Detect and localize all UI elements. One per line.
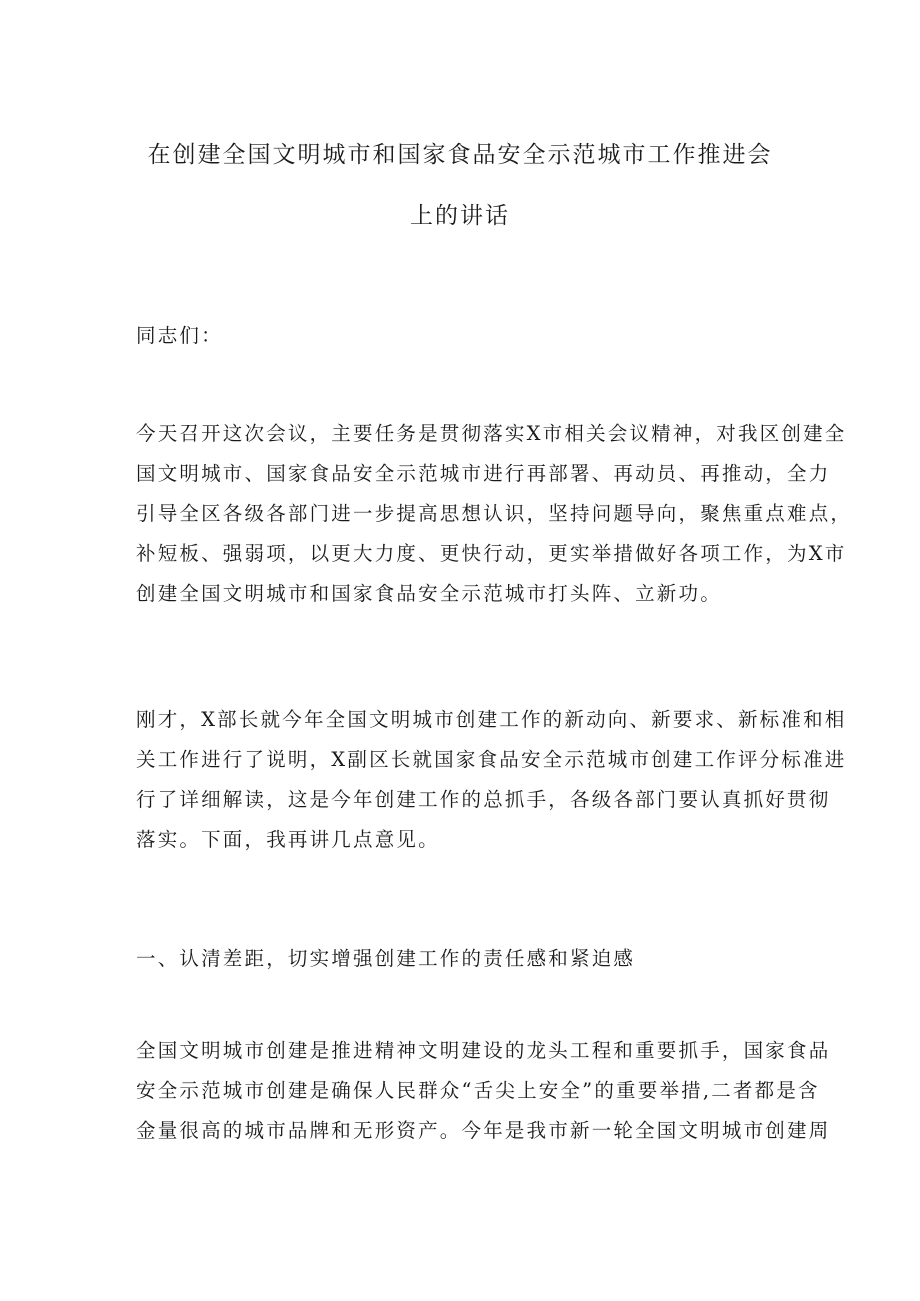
- paragraph-1-line: 引导全区各级各部门进一步提高思想认识，坚持问题导向，聚焦重点难点，: [136, 502, 853, 525]
- paragraph-2-line: 行了详细解读，这是今年创建工作的总抓手，各级各部门要认真抓好贯彻: [136, 788, 831, 811]
- paragraph-3-line: 安全示范城市创建是确保人民群众“舌尖上安全”的重要举措,二者都是含: [136, 1079, 820, 1102]
- section-heading-1: 一、认清差距，切实增强创建工作的责任感和紧迫感: [136, 947, 636, 970]
- paragraph-2-line: 落实。下面，我再讲几点意见。: [136, 828, 440, 851]
- paragraph-2: [136, 700, 847, 860]
- document-title-line-1: 在创建全国文明城市和国家食品安全示范城市工作推进会: [147, 142, 773, 168]
- document-title-line-2: 上的讲话: [410, 203, 510, 229]
- paragraph-2-line: 关工作进行了说明，X副区长就国家食品安全示范城市创建工作评分标准进: [136, 748, 847, 771]
- paragraph-1: [136, 414, 853, 614]
- paragraph-1-line: 今天召开这次会议，主要任务是贯彻落实X市相关会议精神，对我区创建全: [136, 422, 847, 445]
- paragraph-1-line: 国文明城市、国家食品安全示范城市进行再部署、再动员、再推动，全力: [136, 462, 831, 485]
- paragraph-2-line: 刚才，X部长就今年全国文明城市创建工作的新动向、新要求、新标准和相: [136, 708, 847, 731]
- paragraph-3-line: 全国文明城市创建是推进精神文明建设的龙头工程和重要抓手，国家食品: [136, 1039, 831, 1062]
- paragraph-3-line: 金量很高的城市品牌和无形资产。今年是我市新一轮全国文明城市创建周: [136, 1119, 831, 1142]
- salutation: 同志们：: [136, 324, 223, 347]
- paragraph-3: [136, 1031, 831, 1151]
- paragraph-1-line: 创建全国文明城市和国家食品安全示范城市打头阵、立新功。: [136, 582, 722, 605]
- paragraph-1-line: 补短板、强弱项，以更大力度、更快行动，更实举措做好各项工作，为X市: [136, 542, 847, 565]
